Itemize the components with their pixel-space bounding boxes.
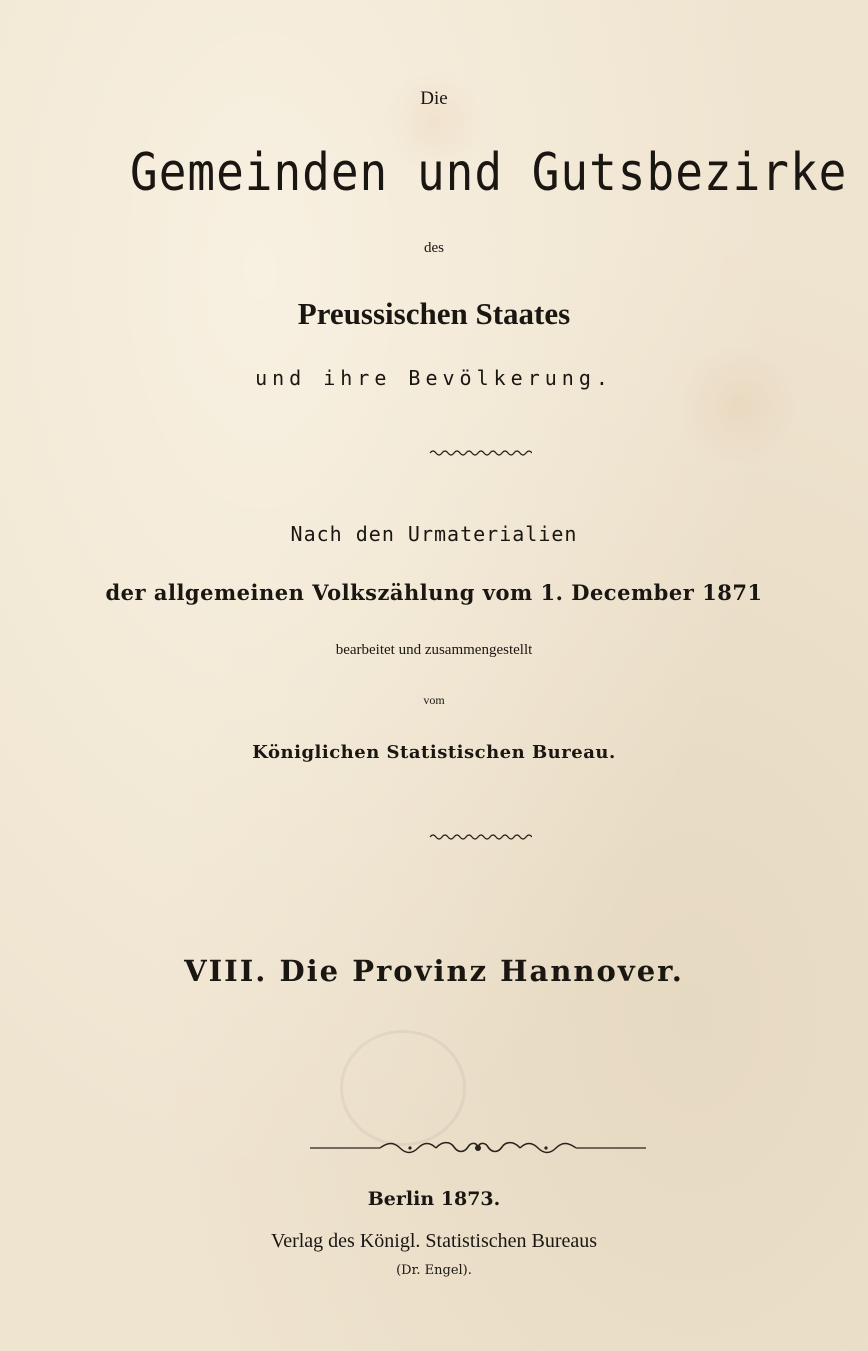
main-title: Gemeinden und Gutsbezirke (130, 142, 848, 203)
compiled-line: bearbeitet und zusammengestellt (335, 642, 533, 658)
source-line-2: der allgemeinen Volkszählung vom 1. December 1871 (105, 580, 763, 605)
vom-line: vom (423, 693, 445, 707)
editor-line: (Dr. Engel). (396, 1263, 472, 1278)
flourish-ornament (310, 1138, 646, 1158)
source-line-1: Nach den Urmaterialien (290, 522, 578, 546)
wave-divider-middle (428, 832, 532, 842)
des-line: des (424, 240, 444, 256)
subtitle: und ihre Bevölkerung. (255, 366, 613, 390)
volume-title: VIII. Die Provinz Hannover. (184, 954, 684, 988)
wave-divider-top (428, 448, 532, 458)
state-name: Preussischen Staates (297, 296, 571, 331)
place-year: Berlin 1873. (367, 1188, 501, 1210)
bureau-line: Königlichen Statistischen Bureau. (252, 742, 616, 763)
publisher-line: Verlag des Königl. Statistischen Bureaus (270, 1230, 598, 1252)
faded-stamp (340, 1030, 466, 1146)
article-die: Die (420, 88, 448, 109)
